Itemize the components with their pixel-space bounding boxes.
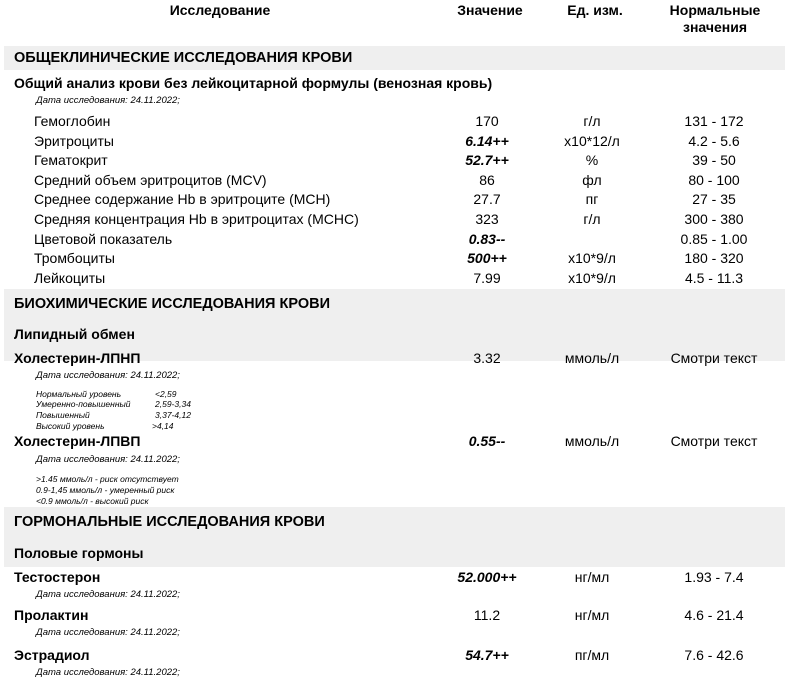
column-header-norm-line2: значения (683, 19, 747, 35)
cbc-row-norm: 180 - 320 (684, 250, 744, 267)
cbc-row-value: 323 (475, 211, 499, 227)
ldl-ref-range-1: 2,59-3,34 (155, 399, 191, 409)
cbc-row-value: 0.83-- (468, 230, 506, 247)
cbc-row-value: 170 (475, 113, 499, 129)
cbc-row-value: 7.99 (473, 269, 501, 286)
hormone-row-name: Тестостерон (14, 569, 101, 585)
cbc-row-unit: x10*9/л (568, 269, 616, 286)
cbc-row-name: Лейкоциты (34, 269, 106, 286)
hormone-row-value: 11.2 (473, 607, 501, 623)
hdl-unit: ммоль/л (564, 433, 620, 449)
cbc-row-name: Среднее содержание Hb в эритроците (MCH) (34, 191, 331, 208)
ldl-ref-range-3: >4,14 (152, 421, 174, 431)
hormone-row-norm: 1.93 - 7.4 (684, 569, 744, 585)
hormone-row-date: Дата исследования: 24.11.2022; (36, 667, 180, 678)
ldl-date: Дата исследования: 24.11.2022; (36, 370, 180, 381)
cbc-row-unit: г/л (583, 113, 601, 129)
section-title-biochem: БИОХИМИЧЕСКИЕ ИССЛЕДОВАНИЯ КРОВИ (14, 296, 330, 312)
cbc-row-name: Гематокрит (34, 152, 108, 169)
ldl-ref-range-0: <2,59 (155, 389, 177, 399)
hormone-row-date: Дата исследования: 24.11.2022; (36, 589, 180, 600)
cbc-row-unit: x10*12/л (564, 132, 620, 149)
ldl-name: Холестерин-ЛПНП (14, 350, 141, 366)
cbc-row-value: 52.7++ (465, 152, 509, 169)
cbc-row-name: Средняя концентрация Hb в эритроцитах (MCHC) (34, 211, 359, 227)
column-header-study: Исследование (169, 2, 271, 18)
ldl-ref-label-2: Повышенный (36, 410, 90, 420)
cbc-row-name: Цветовой показатель (34, 230, 173, 247)
hdl-norm: Смотри текст (670, 433, 758, 449)
cbc-row-unit: пг (585, 191, 599, 208)
cbc-row-norm: 131 - 172 (684, 113, 744, 129)
cbc-row-unit: % (585, 152, 599, 169)
hdl-note-0: >1.45 ммоль/л - риск отсутствует (36, 474, 179, 484)
cbc-row-name: Эритроциты (34, 132, 114, 149)
cbc-row-value: 86 (479, 171, 495, 188)
hormone-subtitle: Половые гормоны (14, 545, 144, 561)
cbc-row-value: 6.14++ (465, 132, 509, 149)
column-header-unit: Ед. изм. (567, 2, 623, 18)
cbc-title: Общий анализ крови без лейкоцитарной формулы (венозная кровь) (14, 75, 493, 91)
ldl-ref-label-0: Нормальный уровень (36, 389, 122, 399)
cbc-row-norm: 0.85 - 1.00 (680, 230, 748, 247)
hormone-row-unit: нг/мл (574, 607, 610, 623)
hdl-note-2: <0.9 ммоль/л - высокий риск (36, 496, 149, 506)
section-title-hormone: ГОРМОНАЛЬНЫЕ ИССЛЕДОВАНИЯ КРОВИ (14, 514, 325, 530)
cbc-row-unit: г/л (583, 211, 601, 227)
cbc-row-value: 27.7 (473, 191, 501, 208)
cbc-row-norm: 39 - 50 (692, 152, 736, 169)
cbc-row-name: Средний объем эритроцитов (MCV) (34, 171, 267, 188)
hdl-value: 0.55-- (468, 433, 506, 449)
cbc-row-norm: 4.5 - 11.3 (684, 269, 744, 286)
column-header-value: Значение (457, 2, 523, 18)
hdl-note-1: 0.9-1,45 ммоль/л - умеренный риск (36, 485, 175, 495)
cbc-row-norm: 4.2 - 5.6 (688, 132, 740, 149)
column-header-norm-line1: Нормальные (669, 2, 761, 18)
hormone-row-value: 54.7++ (465, 647, 509, 663)
hormone-row-name: Эстрадиол (14, 647, 90, 663)
hormone-row-unit: нг/мл (574, 569, 610, 585)
hormone-row-unit: пг/мл (574, 647, 610, 663)
ldl-unit: ммоль/л (564, 350, 620, 366)
hormone-row-value: 52.000++ (457, 569, 517, 585)
hdl-date: Дата исследования: 24.11.2022; (36, 454, 180, 465)
cbc-row-unit: фл (582, 171, 602, 188)
cbc-row-norm: 300 - 380 (684, 211, 744, 227)
hdl-name: Холестерин-ЛПВП (14, 433, 141, 449)
ldl-ref-label-1: Умеренно-повышенный (36, 399, 131, 409)
hormone-row-date: Дата исследования: 24.11.2022; (36, 627, 180, 638)
column-header-norm (650, 2, 780, 36)
ldl-value: 3.32 (473, 350, 501, 366)
lipid-title: Липидный обмен (14, 326, 135, 342)
hormone-row-norm: 4.6 - 21.4 (684, 607, 744, 623)
cbc-row-value: 500++ (467, 250, 507, 267)
ldl-ref-range-2: 3,37-4,12 (155, 410, 191, 420)
cbc-row-norm: 80 - 100 (688, 171, 740, 188)
hormone-row-name: Пролактин (14, 607, 89, 623)
cbc-row-name: Тромбоциты (34, 250, 115, 267)
ldl-ref-label-3: Высокий уровень (36, 421, 105, 431)
section-title-general: ОБЩЕКЛИНИЧЕСКИЕ ИССЛЕДОВАНИЯ КРОВИ (14, 50, 353, 66)
cbc-row-norm: 27 - 35 (692, 191, 736, 208)
cbc-date: Дата исследования: 24.11.2022; (36, 95, 180, 106)
cbc-row-name: Гемоглобин (34, 113, 111, 129)
hormone-row-norm: 7.6 - 42.6 (684, 647, 744, 663)
cbc-row-unit: x10*9/л (568, 250, 616, 267)
ldl-norm: Смотри текст (670, 350, 758, 366)
